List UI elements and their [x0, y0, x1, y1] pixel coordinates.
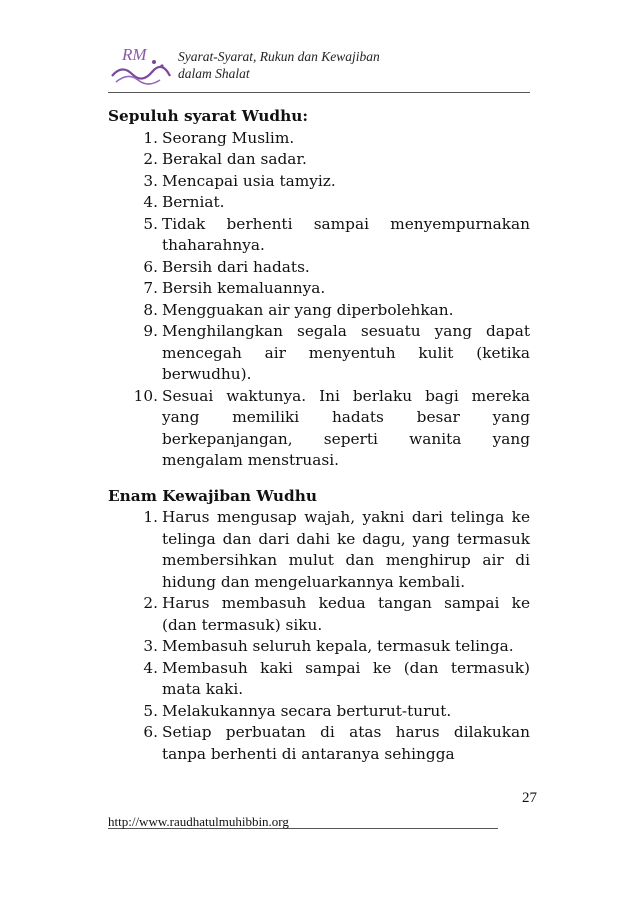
list-number: 6.	[143, 723, 158, 741]
list-text: Bersih dari hadats.	[162, 257, 310, 276]
list-number: 8.	[143, 300, 158, 319]
list-text: Sesuai waktunya. Ini berlaku bagi mereka yang memiliki hadats besar yang berkepanjangan, seperti wanita yang mengalam menstruasi.	[162, 386, 530, 469]
section-heading-kewajiban: Enam Kewajiban Wudhu	[108, 486, 317, 505]
list-text: Bersih kemaluannya.	[162, 279, 326, 297]
list-number: 2.	[143, 150, 158, 168]
list-item	[108, 701, 530, 723]
list-text: Mengguakan air yang diperbolehkan.	[162, 300, 454, 319]
list-syarat-wudhu	[108, 128, 530, 472]
list-number: 10.	[133, 386, 158, 405]
list-item	[108, 722, 530, 765]
list-text: Menghilangkan segala sesuatu yang dapat mencegah air menyentuh kulit (ketika berwudhu).	[162, 322, 530, 383]
list-text: Mencapai usia tamyiz.	[162, 171, 336, 190]
list-item	[108, 128, 530, 150]
header-title	[178, 48, 380, 82]
list-text: Berakal dan sadar.	[162, 150, 307, 168]
footer-url: http://www.raudhatulmuhibbin.org	[108, 814, 289, 829]
list-item	[108, 278, 530, 300]
list-number: 5.	[143, 701, 158, 720]
list-text: Melakukannya secara berturut-turut.	[162, 701, 452, 720]
list-number: 3.	[143, 637, 158, 655]
list-text: Setiap perbuatan di atas harus dilakukan tanpa berhenti di antaranya sehingga	[162, 723, 530, 763]
list-number: 3.	[143, 171, 158, 190]
svg-text:RM: RM	[122, 45, 147, 64]
list-item	[108, 171, 530, 193]
list-text: Harus mengusap wajah, yakni dari telinga ke telinga dan dari dahi ke dagu, yang termasuk membersihkan mulut dan menghirup air di hidung dan mengeluarkannya kembali.	[162, 508, 530, 591]
list-text: Harus membasuh kedua tangan sampai ke (dan termasuk) siku.	[162, 594, 530, 634]
list-text: Tidak berhenti sampai menyempurnakan thaharahnya.	[162, 214, 530, 254]
list-number: 2.	[143, 594, 158, 612]
list-number: 1.	[143, 128, 158, 147]
list-text: Membasuh kaki sampai ke (dan termasuk) mata kaki.	[162, 658, 530, 698]
list-text: Berniat.	[162, 193, 225, 211]
list-item	[108, 386, 530, 472]
list-item	[108, 257, 530, 279]
header-title-line2: dalam Shalat	[178, 66, 250, 81]
list-text: Membasuh seluruh kepala, termasuk telinga.	[162, 637, 514, 655]
list-number: 4.	[143, 658, 158, 677]
list-kewajiban-wudhu	[108, 507, 530, 765]
list-number: 6.	[143, 257, 158, 276]
list-number: 5.	[143, 214, 158, 233]
header-title-line1: Syarat-Syarat, Rukun dan Kewajiban	[178, 49, 380, 64]
page-number: 27	[522, 790, 537, 806]
list-text: Seorang Muslim.	[162, 128, 295, 147]
list-item	[108, 507, 530, 593]
page-content	[108, 106, 530, 765]
list-item	[108, 636, 530, 658]
list-item	[108, 214, 530, 257]
publisher-logo	[108, 42, 174, 88]
list-number: 9.	[143, 322, 158, 340]
list-number: 4.	[143, 193, 158, 211]
list-item	[108, 149, 530, 171]
list-item	[108, 593, 530, 636]
page-header	[108, 42, 530, 93]
list-number: 1.	[143, 508, 158, 526]
list-item	[108, 300, 530, 322]
section-spacer	[108, 472, 530, 486]
section-heading-syarat: Sepuluh syarat Wudhu:	[108, 107, 309, 125]
list-item	[108, 192, 530, 214]
list-item	[108, 658, 530, 701]
list-item	[108, 321, 530, 386]
list-number: 7.	[143, 279, 158, 297]
